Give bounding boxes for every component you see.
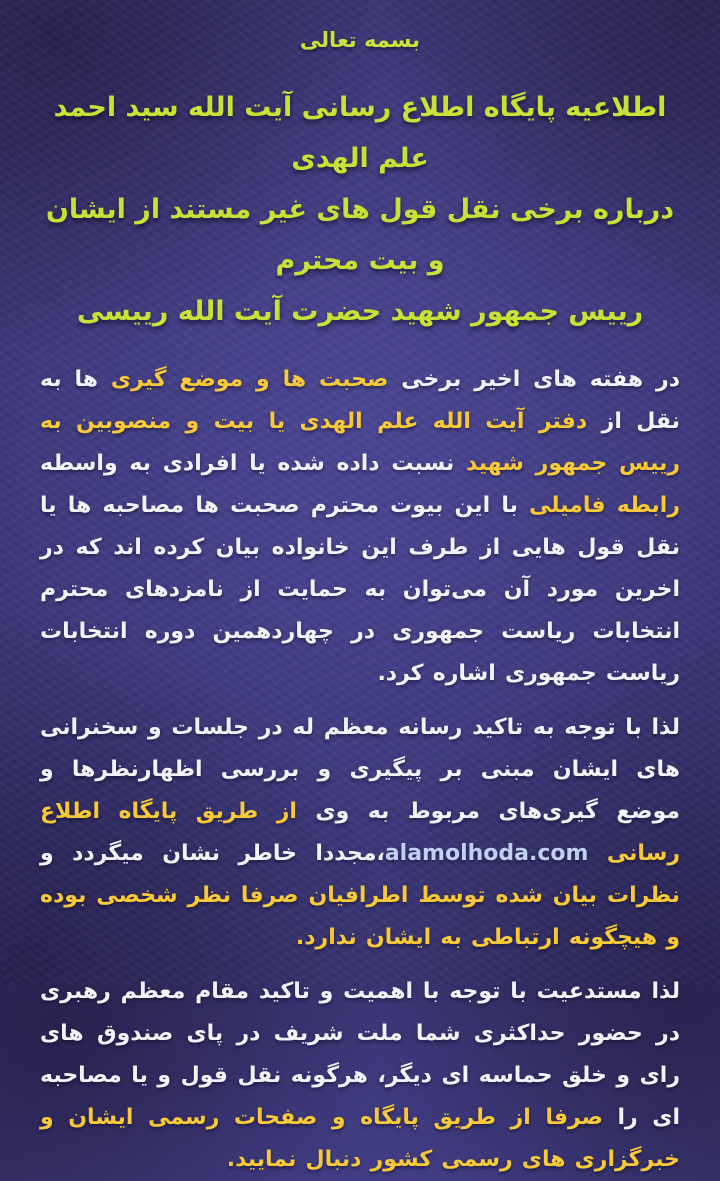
paragraph-2 <box>40 707 680 959</box>
bismillah-heading: بسمه تعالی <box>299 28 421 52</box>
text-segment: صرفا از طریق پایگاه و صفحات رسمی ایشان و خبرگزاری های رسمی کشور دنبال نمایید. <box>40 1105 680 1172</box>
website-domain-text: alamolhoda.com <box>384 841 589 866</box>
title-line-1: اطلاعیه پایگاه اطلاع رسانی آیت الله سید احمد علم الهدی <box>53 92 667 174</box>
text-segment: نظرات بیان شده توسط اطرافیان صرفا نظر شخصی بوده و هیچگونه ارتباطی به ایشان ندارد. <box>40 883 680 950</box>
text-segment: ها به نقل از <box>40 367 681 434</box>
title-line-2: درباره برخی نقل قول های غیر مستند از ایشان و بیت محترم <box>45 194 675 276</box>
paragraph-1 <box>40 359 680 695</box>
text-segment: رابطه فامیلی <box>529 493 680 518</box>
text-segment: با این بیوت محترم صحبت ها مصاحبه ها یا نقل قول هایی از طرف این خانواده بیان کرده اند که در اخرین مورد آن می‌توان به حمایت از نامزدهای محترم انتخابات ریاست جمهوری در چهاردهمین دوره انتخابات ریاست جمهوری اشاره کرد. <box>40 493 680 686</box>
text-segment: ،مجددا خاطر نشان میگردد و <box>40 841 385 866</box>
announcement-title <box>40 82 680 337</box>
text-segment: در هفته های اخیر برخی <box>388 367 680 392</box>
text-segment: از طریق پایگاه اطلاع رسانی <box>40 799 680 866</box>
title-line-3: رییس جمهور شهید حضرت آیت الله رییسی <box>76 296 644 327</box>
text-segment: دفتر آیت الله علم الهدی یا بیت و منصوبین به رییس جمهور شهید <box>40 409 681 476</box>
text-segment: لذا با توجه به تاکید رسانه معظم له در جلسات و سخنرانی های ایشان مبنی بر پیگیری و بررسی اظهارنظرها و موضع گیری‌های مربوط به وی <box>40 715 680 824</box>
text-segment: صحبت ها و موضع گیری <box>110 367 389 392</box>
text-segment: لذا مستدعیت با توجه با اهمیت و تاکید مقام معظم رهبری در حضور حداکثری شما ملت شریف در پای صندوق های رای و خلق حماسه ای دیگر، هرگونه نقل قول و یا مصاحبه ای را <box>40 979 680 1130</box>
announcement-body <box>40 359 680 1181</box>
paragraph-3 <box>40 971 680 1181</box>
text-segment: نسبت داده شده یا افرادی به واسطه <box>40 451 467 476</box>
